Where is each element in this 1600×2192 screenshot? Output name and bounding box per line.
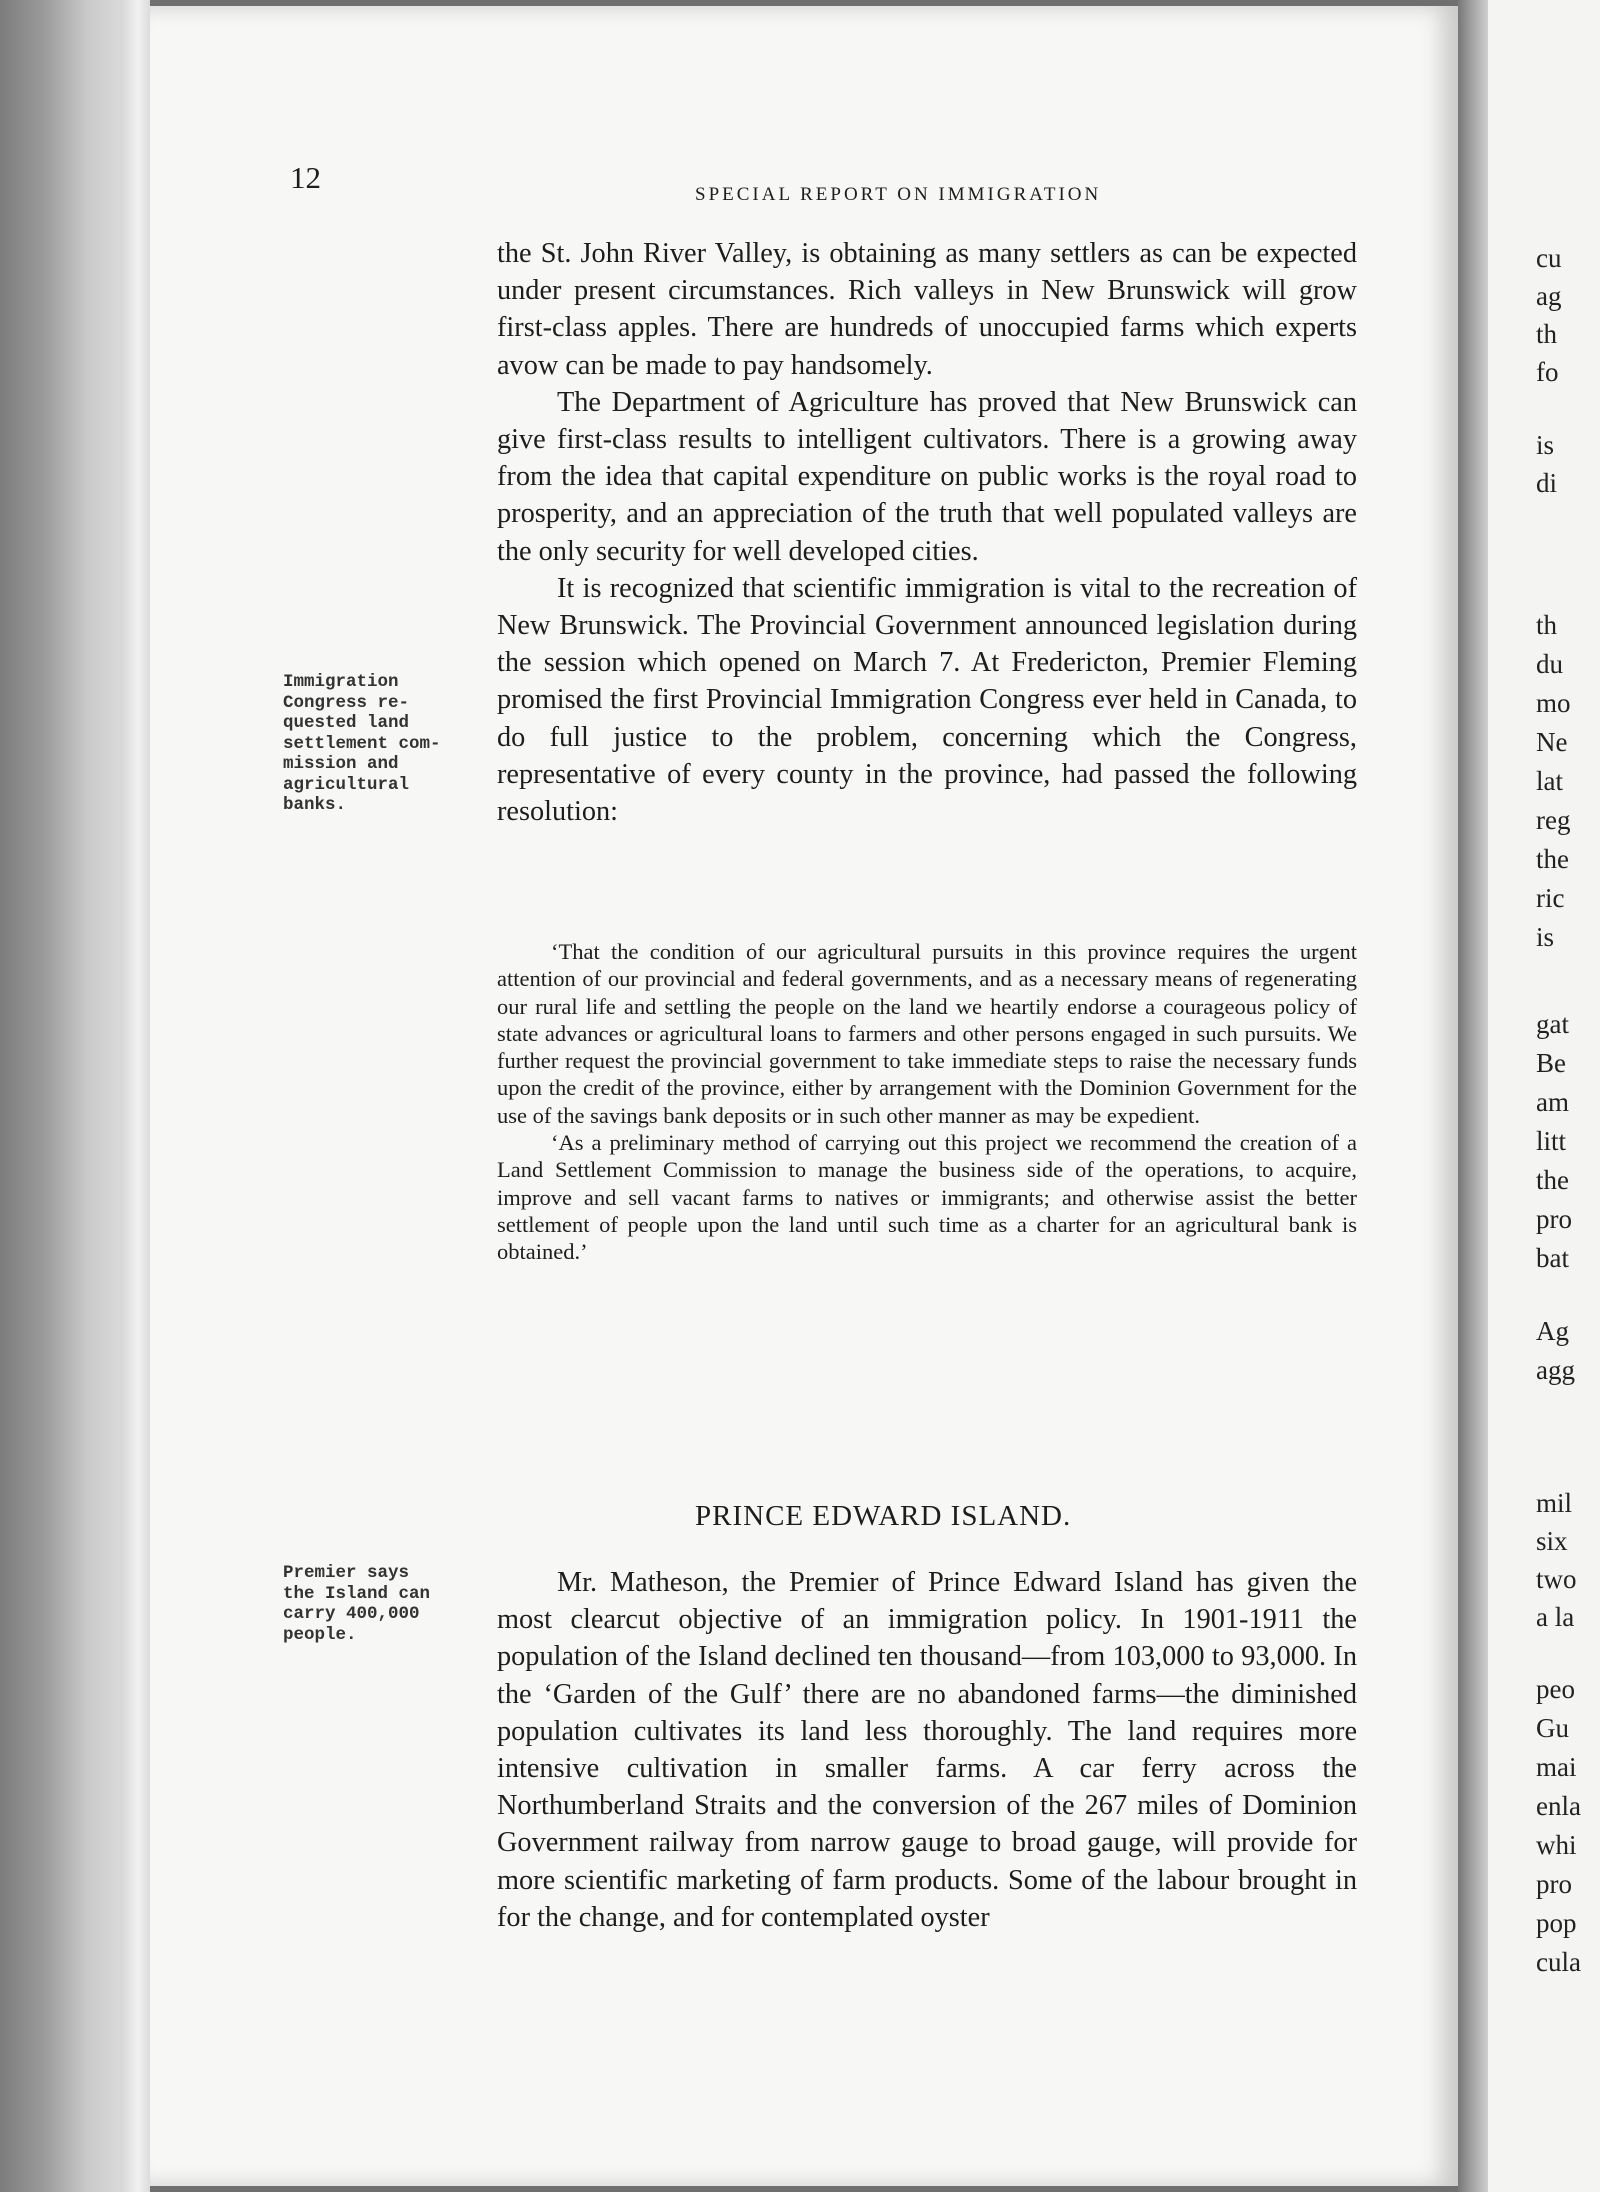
facing-page-fragment: Ne: [1536, 727, 1568, 757]
facing-page-fragment: cu: [1536, 243, 1562, 273]
margin-note: Immigration Congress re- quested land settlement com- mission and agricultural banks.: [283, 672, 441, 815]
facing-page-fragment: pop: [1536, 1908, 1577, 1938]
facing-page: [1488, 0, 1600, 2192]
main-text-block: [497, 235, 1357, 830]
running-head: SPECIAL REPORT ON IMMIGRATION: [695, 184, 1102, 205]
facing-page-fragment: di: [1536, 468, 1558, 498]
paragraph: Mr. Matheson, the Premier of Prince Edward Island has given the most clearcut objective of an immigration policy. In 1901-1911 the population of the Island declined ten thousand—from 103,000 to 93,000. In the ‘Garden of the Gulf’ there are no abandoned farms—the diminished population cultivates its land less thoroughly. The land requires more intensive cultivation in smaller farms. A car ferry across the Northumberland Straits and the conversion of the 267 miles of Dominion Government railway from narrow gauge to broad gauge, will provide for more scientific marketing of farm products. Some of the labour brought in for the change, and for contemplated oyster: [497, 1567, 1357, 1933]
paragraph: The Department of Agriculture has proved that New Brunswick can give first-class results to intelligent cultivators. There is a growing away from the idea that capital expenditure on public works is the royal road to prosperity, and an appreciation of the truth that well populated valleys are the only security for well developed cities.: [497, 386, 1357, 567]
facing-page-fragment: is: [1536, 922, 1555, 952]
facing-page-fragment: six: [1536, 1526, 1568, 1556]
margin-note: Premier says the Island can carry 400,000 people.: [283, 1563, 431, 1645]
facing-page-fragment: mil: [1536, 1488, 1573, 1518]
facing-page-fragment: bat: [1536, 1243, 1569, 1273]
facing-page-fragment: fo: [1536, 357, 1559, 387]
facing-page-fragment: peo: [1536, 1674, 1575, 1704]
section-heading: PRINCE EDWARD ISLAND.: [695, 1500, 1072, 1532]
facing-page-fragment: Gu: [1536, 1713, 1569, 1743]
facing-page-fragment: mo: [1536, 688, 1571, 718]
facing-page-fragment: two: [1536, 1564, 1577, 1594]
quote-paragraph: ‘That the condition of our agricultural pursuits in this province requires the urgent attention of our provincial and federal governments, and as a necessary means of regenerating our rural life and settling the people on the land we heartily endorse a courageous policy of state advances or agricultural loans to farmers and other persons engaged in such pursuits. We further request the provincial government to take immediate steps to raise the necessary funds upon the credit of the province, either by arrangement with the Dominion Government for the use of the savings bank deposits or in such other manner as may be expedient.: [497, 939, 1357, 1128]
facing-page-fragment: ric: [1536, 883, 1565, 913]
facing-page-fragment: litt: [1536, 1126, 1567, 1156]
facing-page-fragment: pro: [1536, 1204, 1572, 1234]
paragraph: the St. John River Valley, is obtaining as many settlers as can be expected under present circumstances. Rich valleys in New Brunswick will grow first-class apples. There are hundreds of unoccupied farms which experts avow can be made to pay handsomely.: [497, 238, 1357, 381]
facing-page-fragment: pro: [1536, 1869, 1572, 1899]
facing-page-fragment: am: [1536, 1087, 1569, 1117]
facing-page-fragment: mai: [1536, 1752, 1577, 1782]
facing-page-fragment: cula: [1536, 1947, 1581, 1977]
facing-page-fragment: ag: [1536, 281, 1562, 311]
facing-page-fragment: is: [1536, 430, 1555, 460]
page-number: 12: [290, 160, 321, 195]
facing-page-fragment: reg: [1536, 805, 1571, 835]
paragraph: It is recognized that scientific immigration is vital to the recreation of New Brunswick. The Provincial Government announced legislation during the session which opened on March 7. At Fredericton, Premier Fleming promised the first Provincial Immigration Congress ever held in Canada, to do full justice to the problem, concerning which the Congress, representative of every county in the province, had passed the following resolution:: [497, 572, 1357, 828]
page-edge: [120, 0, 150, 2192]
facing-page-fragment: enla: [1536, 1791, 1581, 1821]
facing-page-fragment: Ag: [1536, 1316, 1569, 1346]
facing-page-fragment: th: [1536, 319, 1558, 349]
facing-page-fragment: th: [1536, 610, 1558, 640]
facing-page-fragment: du: [1536, 649, 1563, 679]
resolution-quote: [497, 938, 1357, 1266]
gutter-shadow: [1458, 0, 1488, 2192]
quote-paragraph: ‘As a preliminary method of carrying out this project we recommend the creation of a Land Settlement Commission to manage the business side of the operations, to acquire, improve and sell vacant farms to natives or immigrants; and otherwise assist the better settlement of people upon the land until such time as a charter for an agricultural bank is obtained.’: [497, 1130, 1357, 1265]
facing-page-fragment: gat: [1536, 1009, 1569, 1039]
facing-page-fragment: a la: [1536, 1602, 1575, 1632]
facing-page-fragment: whi: [1536, 1830, 1577, 1860]
facing-page-fragment: agg: [1536, 1355, 1575, 1385]
facing-page-fragment: lat: [1536, 766, 1563, 796]
facing-page-fragment: the: [1536, 844, 1569, 874]
pei-text-block: [497, 1564, 1357, 1936]
facing-page-fragment: the: [1536, 1165, 1569, 1195]
facing-page-fragment: Be: [1536, 1048, 1566, 1078]
